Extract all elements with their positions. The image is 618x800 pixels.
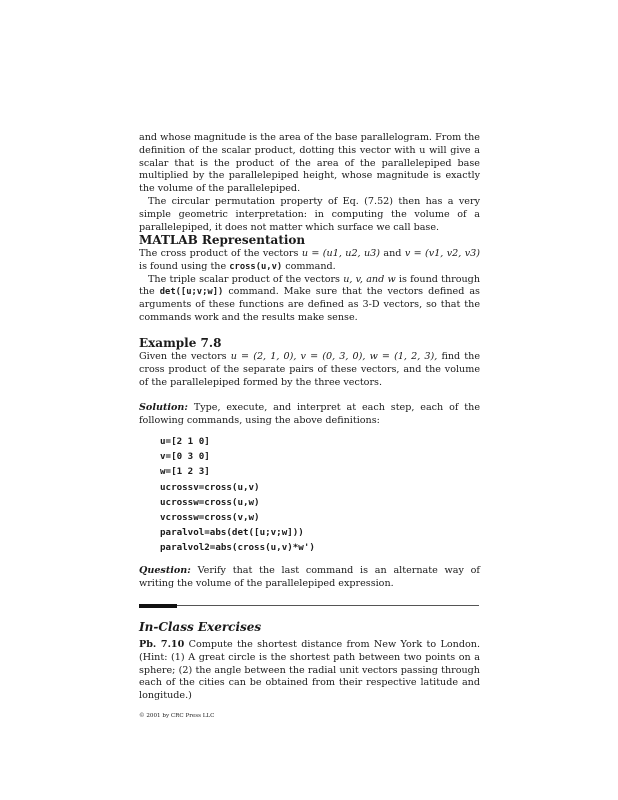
matlab-p2-a: The triple scalar product of the vectors xyxy=(148,273,340,285)
solution-paragraph xyxy=(139,402,480,428)
example-vectors: u = (2, 1, 0), v = (0, 3, 0), w = (1, 2, 3), xyxy=(230,351,438,362)
example-given-a: Given the vectors xyxy=(139,351,227,362)
question-block xyxy=(139,565,480,591)
code-line: ucrossv=cross(u,v) xyxy=(160,481,260,493)
matlab-paragraph-1 xyxy=(139,248,480,274)
code-line: v=[0 3 0] xyxy=(160,451,210,463)
u-definition: u = (u1, u2, u3) xyxy=(301,248,380,259)
matlab-paragraph-2 xyxy=(139,274,480,325)
matlab-p2-c: command. Make sure that the vectors defined as arguments of these functions are defined as 3-D vectors, so that the commands work and the results make sense. xyxy=(139,286,480,323)
example-given xyxy=(139,351,480,389)
paragraph-2: The circular permutation property of Eq. (7.52) then has a very simple geometric interpretation: in computing the volume of a parallelepiped, it does not matter which surface we call base. xyxy=(139,195,480,233)
matlab-p1-a: The cross product of the vectors xyxy=(139,248,299,259)
exercises-section xyxy=(139,620,480,703)
code-line: paralvol2=abs(cross(u,v)*w') xyxy=(160,542,315,554)
solution-text: Type, execute, and interpret at each step, each of the following commands, using the above definitions: xyxy=(139,402,480,426)
solution-label: Solution: xyxy=(139,402,188,413)
code-line: w=[1 2 3] xyxy=(160,466,210,478)
code-line: vcrossw=cross(v,w) xyxy=(160,512,260,524)
question-text: Verify that the last command is an alternate way of writing the volume of the parallelepiped expression. xyxy=(139,565,480,589)
exercise-text: Compute the shortest distance from New York to London. (Hint: (1) A great circle is the shortest path between two points on a sphere; (2) the angle between the radial unit vectors passing through each of the cities can be obtained from their respective latitude and longitude.) xyxy=(139,639,480,702)
exercise-paragraph xyxy=(139,639,480,703)
matlab-p2-b: is found through the xyxy=(139,273,481,298)
code-line: paralvol=abs(det([u;v;w])) xyxy=(160,527,304,539)
matlab-p1-c: command. xyxy=(285,260,336,272)
v-definition: v = (v1, v2, v3) xyxy=(404,248,480,259)
paragraph-1: and whose magnitude is the area of the base parallelogram. From the definition of the scalar product, dotting this vector with u will give a scalar that is the product of the area of the parallelepiped base multiplied by the parallelepiped height, whose magnitude is exactly the volume of the parallelepiped. xyxy=(139,132,480,195)
uvw-vectors: u, v, and w xyxy=(343,273,396,285)
matlab-p1-b: is found using the xyxy=(139,260,227,272)
section-divider-accent xyxy=(139,604,177,608)
example-heading: Example 7.8 xyxy=(139,336,222,350)
exercise-label: Pb. 7.10 xyxy=(139,639,185,650)
question-paragraph xyxy=(139,565,480,591)
code-line: ucrossw=cross(u,w) xyxy=(160,496,260,508)
det-command: det([u;v;w]) xyxy=(159,287,224,298)
cross-command: cross(u,v) xyxy=(229,261,283,272)
matlab-heading: MATLAB Representation xyxy=(139,233,306,247)
code-line: u=[2 1 0] xyxy=(160,436,210,447)
solution-block xyxy=(139,402,480,428)
question-label: Question: xyxy=(139,565,191,576)
matlab-section xyxy=(139,233,480,325)
exercises-heading: In-Class Exercises xyxy=(139,620,262,634)
example-given-b: find the cross product of the separate pairs of these vectors, and the volume of the parallelepiped formed by the three vectors. xyxy=(139,351,480,388)
matlab-p1-and: and xyxy=(383,248,402,259)
code-block xyxy=(160,434,315,556)
copyright-footer: © 2001 by CRC Press LLC xyxy=(139,713,215,719)
section-divider xyxy=(139,605,479,606)
intro-block xyxy=(139,132,480,234)
example-section xyxy=(139,336,480,389)
